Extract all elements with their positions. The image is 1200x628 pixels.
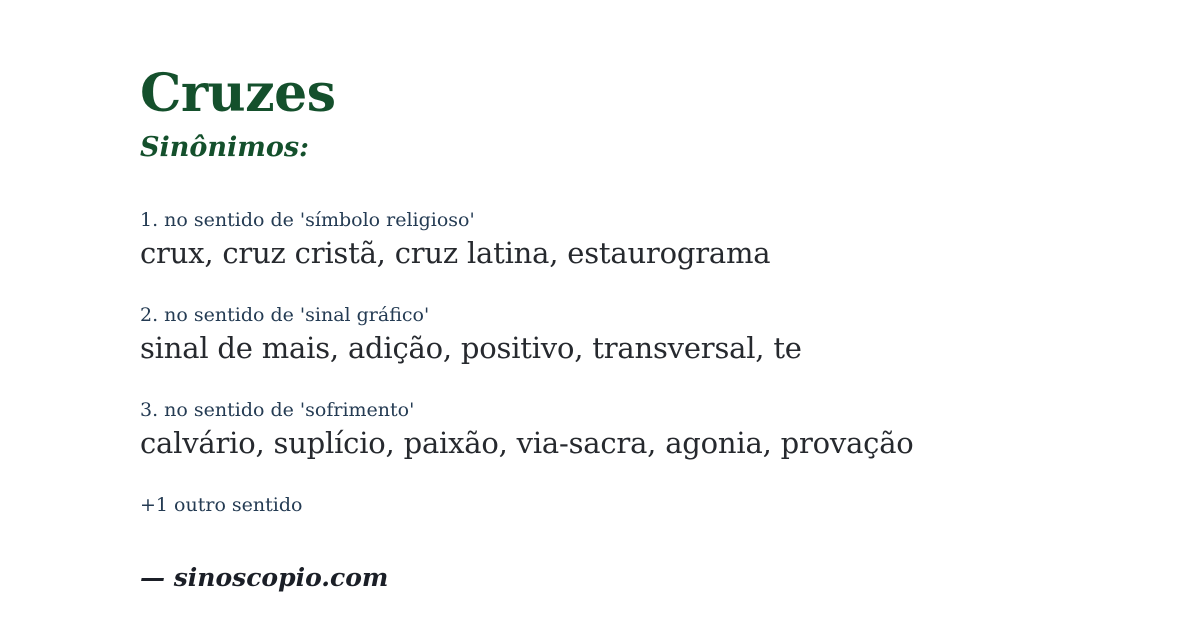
- sense-synonyms: crux, cruz cristã, cruz latina, estaurograma: [140, 235, 771, 270]
- senses-list: [140, 209, 1140, 461]
- source-attribution: — sinoscopio.com: [140, 563, 389, 593]
- sense-label: 1. no sentido de 'símbolo religioso': [140, 209, 475, 231]
- synonyms-heading: Sinônimos:: [140, 132, 310, 163]
- sense-item-3: [140, 399, 1140, 461]
- sense-label: 2. no sentido de 'sinal gráfico': [140, 304, 430, 327]
- sense-item-1: [140, 209, 1140, 271]
- sense-synonyms: calvário, suplício, paixão, via-sacra, agonia, provação: [140, 425, 914, 460]
- more-senses-note: +1 outro sentido: [140, 494, 303, 517]
- sense-label: 3. no sentido de 'sofrimento': [140, 399, 415, 422]
- sense-synonyms: sinal de mais, adição, positivo, transversal, te: [140, 330, 802, 365]
- entry-title: Cruzes: [140, 63, 336, 124]
- sense-item-2: [140, 304, 1140, 366]
